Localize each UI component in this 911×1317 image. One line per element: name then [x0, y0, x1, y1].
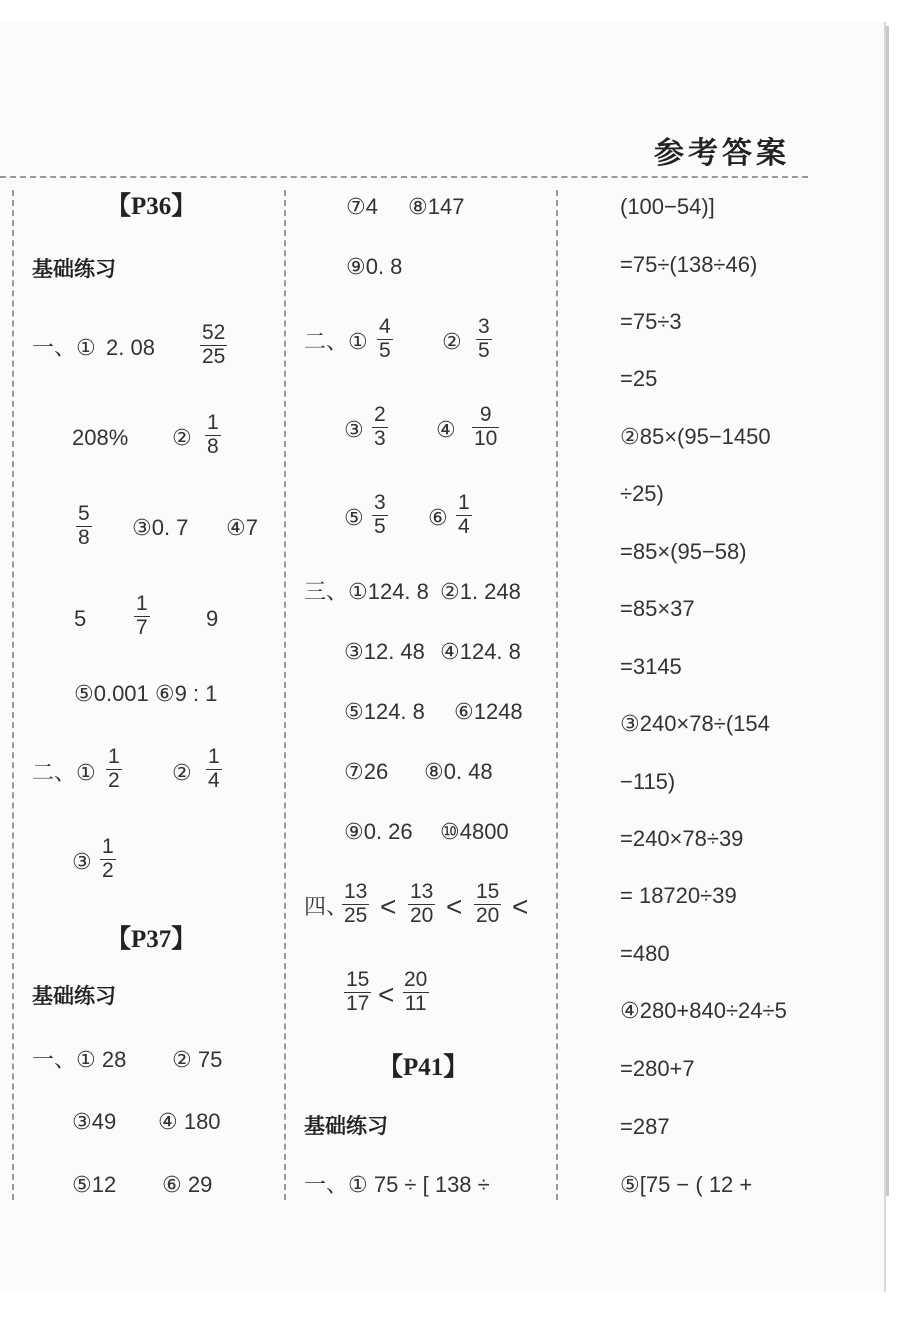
denominator: 20 — [410, 903, 434, 927]
numerator: 15 — [346, 968, 370, 991]
answer-text: ④ 180 — [158, 1109, 221, 1134]
answer-text: 9 — [206, 606, 219, 631]
less-than-sign: < — [378, 979, 395, 1010]
calc-line: =75÷3 — [620, 309, 682, 334]
column-divider-left — [12, 190, 14, 1200]
answer-text: ③ — [72, 849, 92, 874]
numerator: 13 — [344, 880, 368, 903]
fraction — [134, 593, 150, 639]
fraction — [344, 969, 371, 1015]
answer-text: 三、①124. 8 — [304, 579, 429, 604]
answer-text: ③ — [344, 417, 364, 442]
fraction — [377, 316, 393, 362]
calc-line: =25 — [620, 366, 658, 391]
fraction — [76, 503, 92, 549]
fraction — [100, 836, 116, 882]
answer-text: 2. 08 — [106, 335, 155, 360]
calc-line: ⑤[75 − ( 12 + — [620, 1172, 753, 1197]
denominator: 4 — [208, 768, 220, 792]
answer-text: ⑤0.001 ⑥9 : 1 — [74, 681, 218, 706]
denominator: 5 — [379, 338, 391, 362]
numerator: 1 — [108, 745, 120, 768]
answer-text: ② — [172, 760, 192, 785]
answer-text: ④124. 8 — [440, 639, 521, 664]
answer-text: ⑥ — [428, 505, 448, 530]
fraction — [372, 404, 388, 450]
answer-text: ②1. 248 — [440, 579, 521, 604]
calc-line: −115) — [620, 769, 676, 794]
answer-text: ⑩4800 — [440, 819, 509, 844]
denominator: 5 — [374, 514, 386, 538]
numerator: 1 — [208, 745, 220, 768]
calc-line: ②85×(95−1450 — [620, 424, 771, 449]
denominator: 17 — [346, 991, 370, 1015]
section-heading-p36: 【P36】 — [106, 193, 197, 220]
fraction — [472, 404, 499, 450]
numerator: 2 — [374, 403, 386, 426]
answer-text: ③0. 7 — [132, 515, 189, 540]
answer-text: 5 — [74, 606, 87, 631]
answer-text: 二、① — [32, 760, 96, 785]
answer-text: 一、① 28 — [32, 1047, 127, 1072]
header-divider — [0, 176, 808, 178]
denominator: 25 — [344, 903, 368, 927]
calc-line: = 18720÷39 — [620, 883, 737, 908]
denominator: 8 — [207, 434, 219, 458]
fraction — [342, 881, 369, 927]
numerator: 15 — [476, 880, 500, 903]
fraction — [474, 881, 501, 927]
calc-line: ③240×78÷(154 — [620, 711, 770, 736]
subheading-basic-practice: 基础练习 — [32, 257, 116, 281]
subheading-basic-practice: 基础练习 — [32, 984, 116, 1008]
denominator: 7 — [136, 615, 148, 639]
answer-text: ⑤124. 8 — [344, 699, 425, 724]
numerator: 3 — [478, 315, 490, 338]
calc-line: =85×37 — [620, 596, 695, 621]
page-title: 参考答案 — [654, 136, 790, 171]
calc-line: =240×78÷39 — [620, 826, 744, 851]
column-divider-2 — [556, 190, 558, 1200]
numerator: 1 — [458, 491, 470, 514]
answer-text: ③49 — [72, 1109, 117, 1134]
calc-line: ④280+840÷24÷5 — [620, 998, 787, 1023]
calc-line: =280+7 — [620, 1056, 695, 1081]
denominator: 20 — [476, 903, 500, 927]
answer-text: ④ — [436, 417, 456, 442]
answer-text: ② 75 — [172, 1047, 223, 1072]
denominator: 11 — [404, 991, 427, 1015]
fraction — [205, 412, 221, 458]
answer-text: ⑥1248 — [454, 699, 523, 724]
calc-line: =480 — [620, 941, 670, 966]
section-heading-p37: 【P37】 — [106, 926, 197, 953]
numerator: 9 — [479, 403, 492, 426]
answer-text: ② — [442, 329, 462, 354]
numerator: 1 — [136, 592, 148, 615]
answer-text: ⑨0. 26 — [344, 819, 413, 844]
subheading-basic-practice: 基础练习 — [304, 1114, 388, 1138]
less-than-sign: < — [512, 891, 529, 922]
answer-text: 一、① 75 ÷ [ 138 ÷ — [304, 1172, 490, 1197]
fraction — [476, 316, 492, 362]
calc-line: =85×(95−58) — [620, 539, 747, 564]
fraction — [106, 746, 122, 792]
fraction — [402, 969, 429, 1015]
denominator: 2 — [108, 768, 120, 792]
denominator: 4 — [458, 514, 470, 538]
calc-line: =3145 — [620, 654, 682, 679]
numerator: 1 — [207, 411, 219, 434]
page-edge — [878, 26, 889, 1196]
answer-text: 四、 — [304, 894, 349, 919]
calc-line: =287 — [620, 1114, 670, 1139]
section-heading-p41: 【P41】 — [378, 1054, 469, 1081]
answer-text: 二、① — [304, 329, 368, 354]
answer-text: ⑧147 — [408, 194, 465, 219]
denominator: 8 — [78, 525, 90, 549]
answer-text: ④7 — [226, 515, 258, 540]
numerator: 52 — [202, 321, 226, 344]
calc-line: =75÷(138÷46) — [620, 252, 758, 277]
fraction — [372, 492, 388, 538]
numerator: 4 — [379, 315, 391, 338]
denominator: 2 — [102, 858, 114, 882]
answer-text: ⑧0. 48 — [424, 759, 493, 784]
answer-text: ⑦4 — [346, 194, 378, 219]
answer-text: 一、① — [32, 335, 96, 360]
numerator: 3 — [374, 491, 386, 514]
calc-line: (100−54)] — [620, 194, 715, 219]
numerator: 20 — [404, 968, 428, 991]
numerator: 13 — [410, 880, 434, 903]
fraction — [456, 492, 472, 538]
denominator: 25 — [202, 344, 226, 368]
fraction — [408, 881, 435, 927]
fraction — [206, 746, 222, 792]
fraction — [200, 322, 227, 368]
answer-text: ⑤ — [344, 505, 364, 530]
numerator: 1 — [102, 835, 114, 858]
column-divider-1 — [284, 190, 286, 1200]
calc-line: ÷25) — [620, 481, 664, 506]
numerator: 5 — [78, 502, 90, 525]
answer-text: ⑨0. 8 — [346, 254, 403, 279]
answer-text: ⑤12 — [72, 1172, 117, 1197]
answer-text: 208% — [72, 425, 129, 450]
denominator: 5 — [478, 338, 490, 362]
answer-text: ⑥ 29 — [162, 1172, 213, 1197]
denominator: 3 — [374, 426, 386, 450]
denominator: 10 — [474, 426, 498, 450]
answer-text: ② — [172, 425, 192, 450]
answer-text: ⑦26 — [344, 759, 389, 784]
less-than-sign: < — [446, 891, 463, 922]
less-than-sign: < — [380, 891, 397, 922]
answer-text: ③12. 48 — [344, 639, 425, 664]
